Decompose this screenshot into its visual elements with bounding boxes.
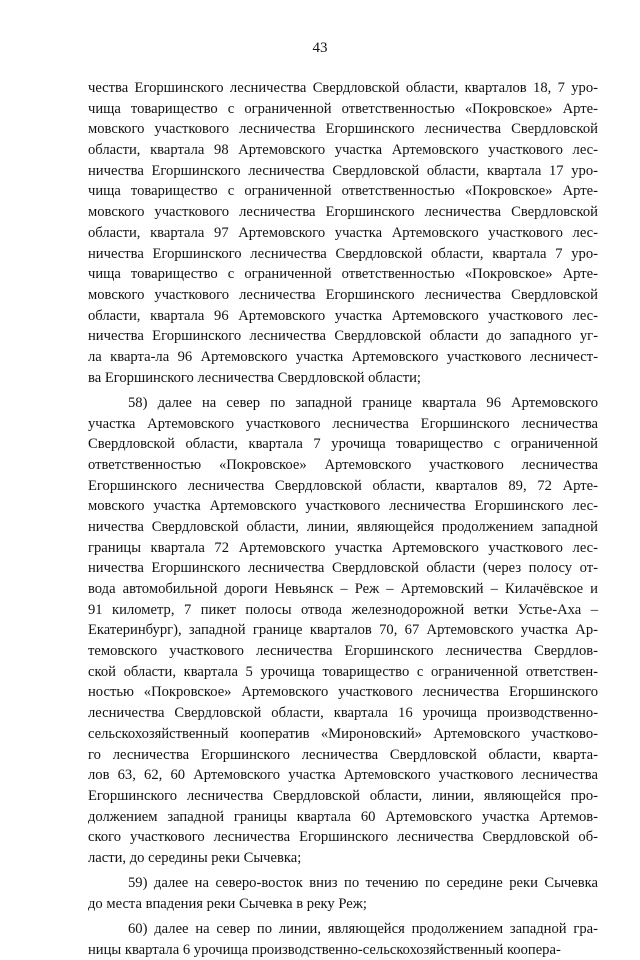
text-line: ответственностью «Покровское» Артемовского участкового лесничества: [88, 456, 598, 473]
text-line: области, квартала 97 Артемовского участка Артемовского участкового лес-: [88, 224, 598, 241]
text-line: сельскохозяйственный кооператив «Мироновский» Артемовского участково-: [88, 725, 598, 742]
paragraph: [88, 78, 598, 388]
text-line: чища товарищество с ограниченной ответственностью «Покровское» Арте-: [88, 183, 598, 200]
text-line: ницы квартала 6 урочища производственно-сельскохозяйственный коопера-: [88, 941, 561, 958]
text-line: лов 63, 62, 60 Артемовского участка Артемовского участкового лесничества: [88, 767, 598, 784]
text-line: ничества Егоршинского лесничества Свердловской области (через полосу от-: [88, 560, 598, 577]
text-line: 59) далее на северо-восток вниз по течению по середине реки Сычевка: [128, 875, 598, 892]
text-line: области, квартала 98 Артемовского участка Артемовского участкового лес-: [88, 142, 598, 159]
text-line: ностью «Покровское» Артемовского участкового лесничества Егоршинского: [88, 684, 598, 701]
paragraph: [88, 393, 598, 869]
text-line: го лесничества Егоршинского лесничества Свердловской области, кварта-: [88, 746, 598, 763]
text-line: темовского участкового лесничества Егоршинского лесничества Свердлов-: [88, 643, 598, 660]
text-line: ничества Свердловской области, линии, являющейся продолжением западной: [88, 518, 598, 535]
text-line: Свердловской области, квартала 7 урочища товарищество с ограниченной: [88, 436, 598, 453]
text-line: чища товарищество с ограниченной ответственностью «Покровское» Арте-: [88, 266, 598, 283]
paragraph: [88, 873, 598, 914]
text-line: ской области, квартала 5 урочища товарищество с ограниченной ответствен-: [88, 663, 598, 680]
text-line: мовского участкового лесничества Егоршинского лесничества Свердловской: [88, 204, 598, 221]
text-line: вода автомобильной дороги Невьянск – Реж – Артемовский – Килачёвское и: [88, 581, 598, 597]
text-line: должением западной границы квартала 60 Артемовского участка Артемов-: [88, 808, 598, 825]
text-line: 91 километр, 7 пикет полосы отвода железнодорожной ветки Устье-Аха –: [88, 601, 598, 618]
text-line: ничества Егоршинского лесничества Свердловской области до западного уг-: [88, 328, 598, 345]
text-line: ла кварта-ла 96 Артемовского участка Артемовского участкового лесничест-: [88, 348, 598, 365]
text-line: мовского участка Артемовского участкового лесничества Егоршинского лес-: [88, 498, 598, 515]
text-line: Егоршинского лесничества Свердловской области, линии, являющейся про-: [88, 787, 598, 804]
text-line: ласти, до середины реки Сычевка;: [88, 849, 302, 866]
text-line: мовского участкового лесничества Егоршинского лесничества Свердловской: [88, 121, 598, 138]
text-line: участка Артемовского участкового лесничества Егоршинского лесничества: [88, 415, 598, 432]
text-line: 60) далее на север по линии, являющейся продолжением западной гра-: [128, 921, 598, 937]
body-text: [88, 78, 598, 960]
text-line: 58) далее на север по западной границе квартала 96 Артемовского: [128, 394, 598, 411]
page-number: 43: [312, 40, 328, 56]
text-line: Егоршинского лесничества Свердловской области, кварталов 89, 72 Арте-: [88, 477, 598, 494]
text-line: области, квартала 96 Артемовского участка Артемовского участкового лес-: [88, 307, 598, 324]
text-line: ничества Егоршинского лесничества Свердловской области, квартала 17 уро-: [88, 162, 598, 179]
text-line: границы квартала 72 Артемовского участка Артемовского участкового лес-: [88, 539, 598, 556]
text-line: ничества Егоршинского лесничества Свердловской области, квартала 7 уро-: [88, 245, 598, 262]
text-line: чества Егоршинского лесничества Свердловской области, кварталов 18, 7 уро-: [88, 80, 598, 96]
text-line: Екатеринбург), западной границе кварталов 70, 67 Артемовского участка Ар-: [88, 622, 598, 639]
text-line: лесничества Свердловской области, квартала 16 урочища производственно-: [88, 705, 598, 722]
text-line: до места впадения реки Сычевка в реку Реж;: [88, 895, 367, 912]
paragraph: [88, 919, 598, 960]
text-line: ва Егоршинского лесничества Свердловской области;: [88, 369, 421, 386]
text-line: ского участкового лесничества Егоршинского лесничества Свердловской об-: [88, 829, 598, 846]
text-line: чища товарищество с ограниченной ответственностью «Покровское» Арте-: [88, 100, 598, 117]
text-line: мовского участкового лесничества Егоршинского лесничества Свердловской: [88, 286, 598, 303]
